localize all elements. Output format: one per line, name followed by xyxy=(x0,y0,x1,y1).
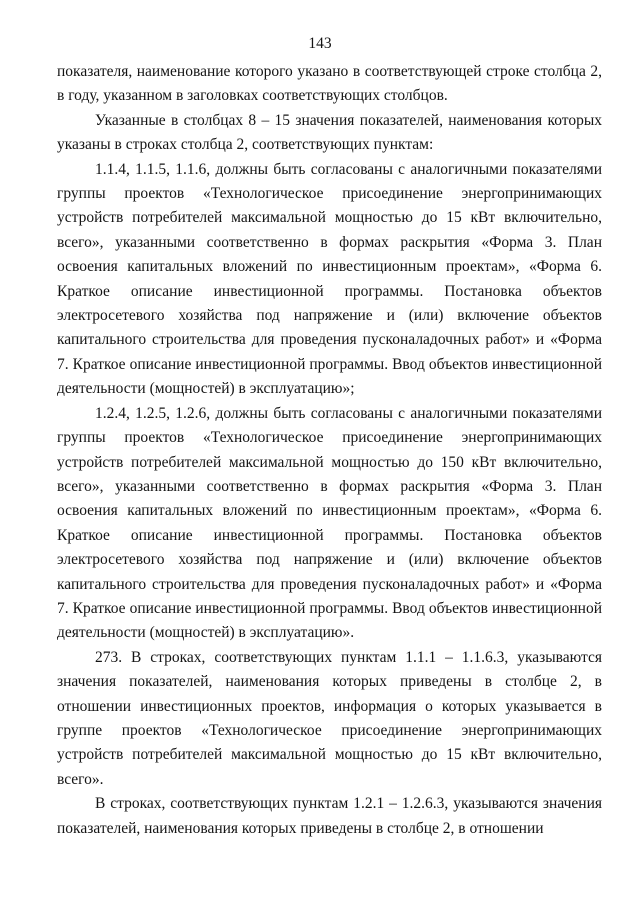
paragraph-items-1-1: 1.1.4, 1.1.5, 1.1.6, должны быть согласованы с аналогичными показателями группы проектов «Технологическое присоединение энергопринимающих устройств потребителей максимальной мощностью до 15 кВт включительно, всего», указанными соответственно в формах раскрытия «Форма 3. План освоения капитальных вложений по инвестиционным проектам», «Форма 6. Краткое описание инвестиционной программы. Постановка объектов электросетевого хозяйства под напряжение и (или) включение объектов капитального строительства для проведения пусконаладочных работ» и «Форма 7. Краткое описание инвестиционной программы. Ввод объектов инвестиционной деятельности (мощностей) в эксплуатацию»; xyxy=(57,160,602,398)
document-body xyxy=(57,60,602,841)
paragraph-items-1-2: 1.2.4, 1.2.5, 1.2.6, должны быть согласованы с аналогичными показателями группы проектов «Технологическое присоединение энергопринимающих устройств потребителей максимальной мощностью до 150 кВт включительно, всего», указанными соответственно в формах раскрытия «Форма 3. План освоения капитальных вложений по инвестиционным проектам», «Форма 6. Краткое описание инвестиционной программы. Постановка объектов электросетевого хозяйства под напряжение и (или) включение объектов капитального строительства для проведения пусконаладочных работ» и «Форма 7. Краткое описание инвестиционной программы. Ввод объектов инвестиционной деятельности (мощностей) в эксплуатацию». xyxy=(57,404,602,642)
paragraph-columns-intro: Указанные в столбцах 8 – 15 значения показателей, наименования которых указаны в строках столбца 2, соответствующих пунктам: xyxy=(57,111,602,154)
page-number: 143 xyxy=(308,35,332,52)
paragraph-continuation: показателя, наименование которого указано в соответствующей строке столбца 2, в году, указанном в заголовках соответствующих столбцов. xyxy=(57,63,602,105)
paragraph-clause-273: 273. В строках, соответствующих пунктам 1.1.1 – 1.1.6.3, указываются значения показателей, наименования которых приведены в столбце 2, в отношении инвестиционных проектов, информация о которых указывается в группе проектов «Технологическое присоединение энергопринимающих устройств потребителей максимальной мощностью до 15 кВт включительно, всего». xyxy=(57,648,602,788)
paragraph-rows-1-2: В строках, соответствующих пунктам 1.2.1 – 1.2.6.3, указываются значения показателей, наименования которых приведены в столбце 2, в отношении xyxy=(57,795,602,837)
